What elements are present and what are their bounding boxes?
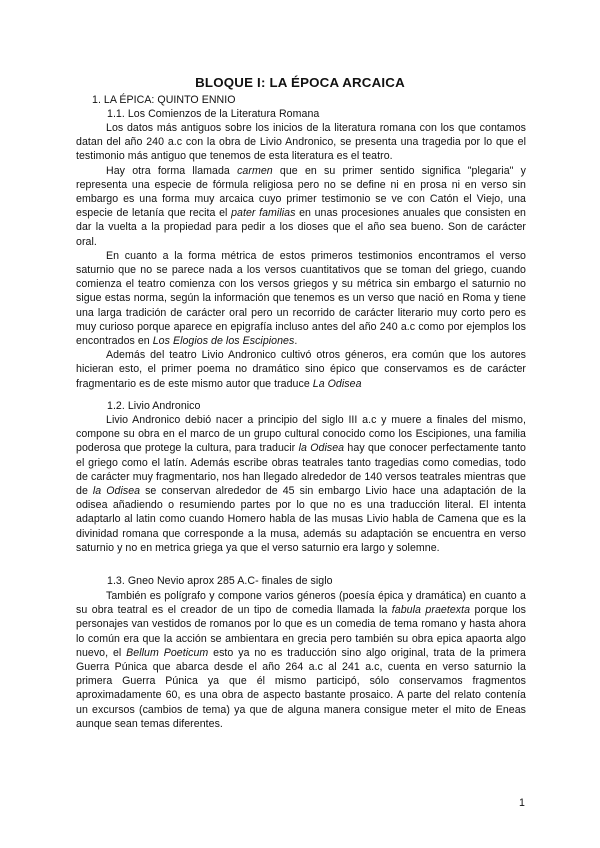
- paragraph: Hay otra forma llamada carmen que en su primer sentido significa "plegaria" y representa una especie de fórmula religiosa pero no se define ni en prosa ni en verso sin embargo es una forma muy arcaica cuyo primer testimonio se ve con Catón el Viejo, una especie de letanía que recita el pater familias en unas procesiones anuales que consisten en dar la vuelta a la propiedad para pedir a los dioses que el año sea bueno. Son de carácter oral.: [76, 164, 526, 248]
- subsection-heading-1-2: 1.2. Livio Andronico: [107, 400, 201, 412]
- paragraph: En cuanto a la forma métrica de estos primeros testimonios encontramos el verso saturnio que no se parece nada a los versos cuantitativos que se toman del griego, cuando comienza el teatro comienza con los versos griegos y su métrica sin embargo el saturnio no sigue estas norma, según la información que tenemos es un verso que nació en Roma y tiene una larga tradición de carácter oral pero un recorrido de carácter literario muy corto pero es muy curioso porque aparece en epigrafía incluso antes del año 240 a.c como por ejemplos los encontrados en Los Elogios de los Escipiones.: [76, 249, 526, 348]
- paragraph: También es polígrafo y compone varios géneros (poesía épica y dramática) en cuanto a su obra teatral es el creador de un tipo de comedia llamada la fabula praetexta porque los personajes van vestidos de romanos por lo que es un comedia de tema romano y hasta ahora lo común era que la acción se ambientara en grecia pero también su obra epica apaorta algo nuevo, el Bellum Poeticum esto ya no es traducción sino algo original, trata de la primera Guerra Púnica que abarca desde el año 264 a.c al 241 a.c, cuenta en verso saturnio la primera Guerra Púnica ya que él mismo participó, sólo conservamos fragmentos aproximadamente 60, es una obra de aspecto bastante prosaico. A parte del relato contenía un excursos (cambios de tema) ya que de alguna manera consigue meter el mito de Eneas aunque sean temas diferentes.: [76, 590, 527, 730]
- subsection-heading-1-3: 1.3. Gneo Nevio aprox 285 A.C- finales de siglo: [107, 575, 333, 587]
- page-number: 1: [519, 797, 525, 809]
- paragraph-block-1: [76, 121, 526, 391]
- page-title: BLOQUE I: LA ÉPOCA ARCAICA: [195, 75, 405, 90]
- paragraph-block-2: [76, 413, 526, 555]
- section-heading-1: 1. LA ÉPICA: QUINTO ENNIO: [92, 94, 236, 106]
- subsection-heading-1-1: 1.1. Los Comienzos de la Literatura Romana: [107, 108, 320, 120]
- paragraph: Los datos más antiguos sobre los inicios de la literatura romana con los que contamos datan del año 240 a.c con la obra de Livio Andronico, se presenta una tragedia por lo que el testimonio más antiguo que tenemos de esta literatura es el teatro.: [76, 122, 526, 163]
- paragraph: Livio Andronico debió nacer a principio del siglo III a.c y muere a finales del mismo, compone su obra en el marco de un grupo cultural conocido como los Escipiones, una familia poderosa que protege la cultura, para traducir la Odisea hay que conocer perfectamente tanto el griego como el latín. Además escribe obras teatrales tanto tragedias como comedias, todo de carácter muy fragmentario, nos han llegado alrededor de 140 versos teatrales mientras que de la Odisea se conservan alrededor de 45 sin embargo Livio hace una adaptación de la odisea añadiendo o resumiendo partes por lo que no es una traducción literal. El intenta adaptarlo al latin como cuando Homero habla de las musas Livio habla de Camena que es la divinidad romana que corresponde a la musa, además su adaptación se encuentra en verso saturnio y no en metrica griega ya que el verso saturnio era largo y solemne.: [76, 414, 526, 554]
- paragraph: Además del teatro Livio Andronico cultivó otros géneros, era común que los autores hicieran esto, el primer poema no dramático sino épico que conservamos es de carácter fragmentario es de este mismo autor que traduce La Odisea: [76, 349, 526, 390]
- paragraph-block-3: [76, 589, 526, 731]
